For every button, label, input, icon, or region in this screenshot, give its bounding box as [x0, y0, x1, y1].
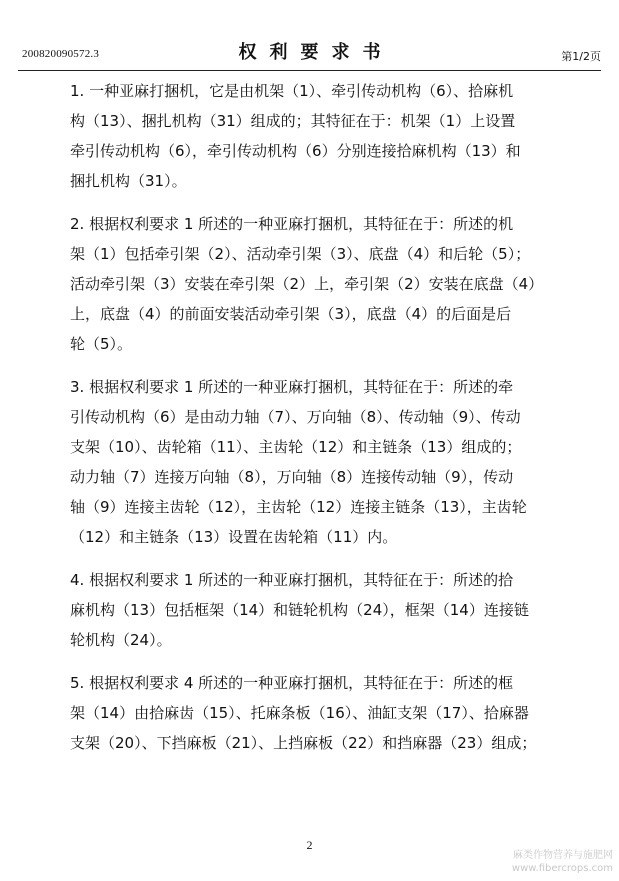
claim-line: 轴（9）连接主齿轮（12），主齿轮（12）连接主链条（13），主齿轮 [70, 498, 527, 516]
claim-line: 5. 根据权利要求 4 所述的一种亚麻打捆机，其特征在于：所述的框 [70, 674, 514, 692]
claim-line: 架（14）由拾麻齿（15）、托麻条板（16）、油缸支架（17）、拾麻器 [70, 704, 529, 722]
watermark-url: www.fibercrops.com [511, 863, 613, 874]
document-header [0, 38, 619, 68]
claim-line: 支架（10）、齿轮箱（11）、主齿轮（12）和主链条（13）组成的； [70, 438, 522, 456]
claim-line: 4. 根据权利要求 1 所述的一种亚麻打捆机，其特征在于：所述的拾 [70, 571, 514, 589]
claim-line: 轮机构（24）。 [70, 631, 172, 649]
claim-line: 支架（20）、下挡麻板（21）、上挡麻板（22）和挡麻器（23）组成； [70, 734, 537, 752]
page-indicator: 第1/2页 [561, 50, 601, 63]
header-rule [18, 70, 601, 71]
application-number: 200820090572.3 [22, 48, 100, 60]
claim-line: 2. 根据权利要求 1 所述的一种亚麻打捆机，其特征在于：所述的机 [70, 215, 514, 233]
claim-line: 麻机构（13）包括框架（14）和链轮机构（24），框架（14）连接链 [70, 601, 529, 619]
claim-line: 活动牵引架（3）安装在牵引架（2）上，牵引架（2）安装在底盘（4） [70, 275, 544, 293]
claim-4 [70, 565, 529, 655]
claim-3 [70, 372, 527, 552]
claim-5 [70, 668, 537, 758]
claim-line: （12）和主链条（13）设置在齿轮箱（11）内。 [70, 528, 398, 546]
claim-1 [70, 76, 520, 196]
claim-line: 牵引传动机构（6），牵引传动机构（6）分别连接拾麻机构（13）和 [70, 142, 521, 160]
claim-line: 上，底盘（4）的前面安装活动牵引架（3），底盘（4）的后面是后 [70, 305, 512, 323]
claim-line: 轮（5）。 [70, 335, 133, 353]
claim-2 [70, 209, 544, 359]
claim-line: 捆扎机构（31）。 [70, 172, 187, 190]
claims-body [70, 76, 544, 771]
watermark-site-name: 麻类作物营养与施肥网 [513, 850, 613, 861]
claim-line: 3. 根据权利要求 1 所述的一种亚麻打捆机，其特征在于：所述的牵 [70, 378, 514, 396]
claim-line: 动力轴（7）连接万向轴（8），万向轴（8）连接传动轴（9），传动 [70, 468, 514, 486]
page-title: 权利要求书 [238, 42, 394, 63]
watermark [512, 849, 613, 875]
claim-line: 架（1）包括牵引架（2）、活动牵引架（3）、底盘（4）和后轮（5）； [70, 245, 531, 263]
claim-line: 引传动机构（6）是由动力轴（7）、万向轴（8）、传动轴（9）、传动 [70, 408, 521, 426]
claim-line: 1. 一种亚麻打捆机，它是由机架（1）、牵引传动机构（6）、拾麻机 [70, 82, 514, 100]
claim-line: 构（13）、捆扎机构（31）组成的；其特征在于：机架（1）上设置 [70, 112, 516, 130]
page-number: 2 [306, 838, 313, 852]
